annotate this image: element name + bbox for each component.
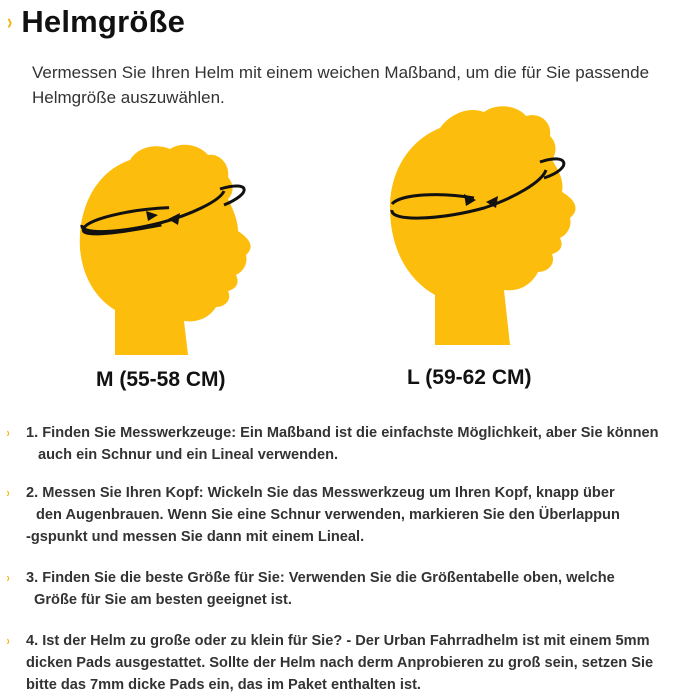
step-4 xyxy=(6,630,696,696)
head-shape-m xyxy=(80,145,251,355)
step-1-line-1: 1. Finden Sie Messwerkzeuge: Ein Maßband ist die einfachste Möglichkeit, aber Sie können xyxy=(26,425,659,441)
chevron-right-icon: › xyxy=(6,485,10,500)
step-2-line-3: -gspunkt und messen Sie dann mit einem Lineal. xyxy=(26,529,365,545)
chevron-right-icon: › xyxy=(6,633,10,648)
intro-text: Vermessen Sie Ihren Helm mit einem weichen Maßband, um die für Sie passende Helmgröße auszuwählen. xyxy=(32,63,650,107)
chevron-right-icon: › xyxy=(6,425,10,440)
step-1-line-2: auch ein Schnur und ein Lineal verwenden. xyxy=(38,447,339,463)
size-label-m: M (55-58 CM) xyxy=(96,368,226,391)
step-2-line-2: den Augenbrauen. Wenn Sie eine Schnur verwenden, markieren Sie den Überlappun xyxy=(36,507,620,523)
size-label-l: L (59-62 CM) xyxy=(407,366,532,389)
chevron-right-icon: › xyxy=(6,570,10,585)
head-shape-l xyxy=(390,106,576,345)
step-2 xyxy=(6,482,696,548)
step-4-line-2: dicken Pads ausgestattet. Sollte der Helm nach derm Anprobieren zu groß sein, setzen Sie xyxy=(26,655,654,671)
step-3-line-2: Größe für Sie am besten geeignet ist. xyxy=(34,592,292,608)
step-4-line-1: 4. Ist der Helm zu große oder zu klein für Sie? - Der Urban Fahrradhelm ist mit einem 5mm xyxy=(26,633,650,649)
step-1 xyxy=(6,422,696,466)
step-2-line-1: 2. Messen Sie Ihren Kopf: Wickeln Sie das Messwerkzeug um Ihren Kopf, knapp über xyxy=(26,485,615,501)
chevron-right-icon: › xyxy=(7,9,13,34)
head-silhouette-m xyxy=(60,135,270,360)
page-header xyxy=(6,4,185,40)
step-3-line-1: 3. Finden Sie die beste Größe für Sie: Verwenden Sie die Größentabelle oben, welche xyxy=(26,570,615,586)
step-3 xyxy=(6,567,696,611)
page-title: Helmgröße xyxy=(21,4,186,39)
head-silhouette-l xyxy=(380,100,600,350)
step-4-line-3: bitte das 7mm dicke Pads ein, das im Paket enthalten ist. xyxy=(26,677,421,693)
